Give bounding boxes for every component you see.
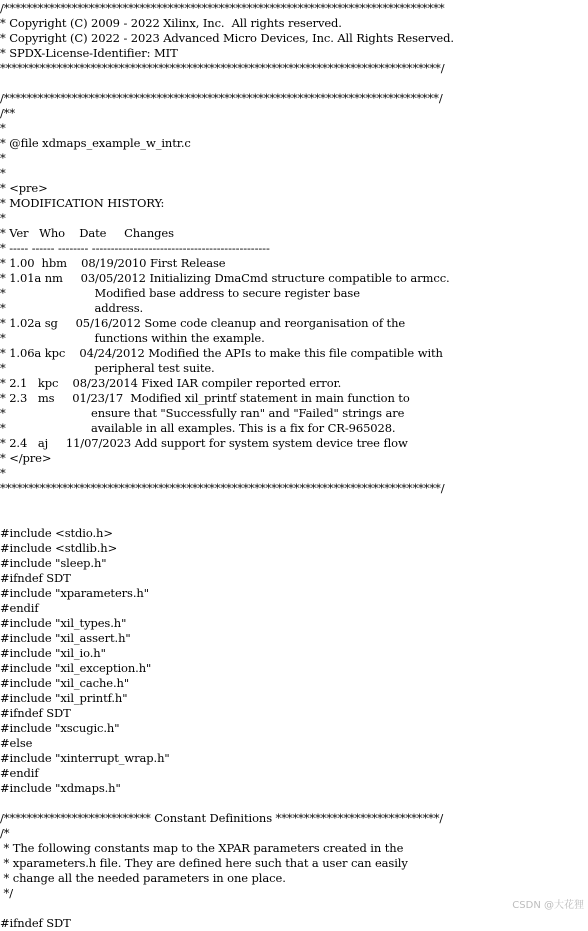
code-line: * available in all examples. This is a fix for CR-965028.: [0, 421, 396, 435]
code-line: * Modified base address to secure register base: [0, 286, 360, 300]
code-line: /******************************************************************************: [0, 1, 445, 15]
code-line: #include "xil_assert.h": [0, 631, 131, 645]
code-line: #include "xil_types.h": [0, 616, 127, 630]
code-line: /************************** Constant Definitions *****************************/: [0, 811, 444, 825]
code-line: *: [0, 121, 6, 135]
code-line: #endif: [0, 766, 39, 780]
code-line: [0, 796, 588, 811]
code-line: *: [0, 151, 6, 165]
code-line: * 2.4 aj 11/07/2023 Add support for system system device tree flow: [0, 436, 408, 450]
code-line: * ----- ------ -------- -----------------------------------------------: [0, 241, 270, 255]
code-line: #include "xinterrupt_wrap.h": [0, 751, 170, 765]
code-line: #else: [0, 736, 33, 750]
code-line: #include "sleep.h": [0, 556, 107, 570]
code-line: #include "xil_io.h": [0, 646, 106, 660]
code-line: * Copyright (C) 2022 - 2023 Advanced Micro Devices, Inc. All Rights Reserved.: [0, 31, 454, 45]
code-line: * SPDX-License-Identifier: MIT: [0, 46, 178, 60]
code-line: [0, 511, 588, 526]
code-line: * ensure that "Successfully ran" and "Failed" strings are: [0, 406, 405, 420]
code-line: * 1.02a sg 05/16/2012 Some code cleanup and reorganisation of the: [0, 316, 406, 330]
code-line: *: [0, 211, 6, 225]
code-line: #ifndef SDT: [0, 571, 71, 585]
code-line: #include <stdio.h>: [0, 526, 113, 540]
code-line: #ifndef SDT: [0, 916, 71, 930]
code-line: * address.: [0, 301, 144, 315]
code-line: * peripheral test suite.: [0, 361, 215, 375]
code-line: * @file xdmaps_example_w_intr.c: [0, 136, 191, 150]
code-line: #endif: [0, 601, 39, 615]
code-line: #include <stdlib.h>: [0, 541, 118, 555]
code-line: [0, 496, 588, 511]
code-line: #include "xscugic.h": [0, 721, 120, 735]
code-line: #include "xdmaps.h": [0, 781, 121, 795]
code-line: */: [0, 886, 13, 900]
code-line: #include "xil_cache.h": [0, 676, 130, 690]
watermark: CSDN @大花狸: [512, 900, 584, 911]
code-line: /*****************************************************************************/: [0, 91, 443, 105]
code-line: ******************************************************************************/: [0, 61, 445, 75]
code-line: * 2.1 kpc 08/23/2014 Fixed IAR compiler reported error.: [0, 376, 342, 390]
code-line: *: [0, 166, 6, 180]
code-line: * MODIFICATION HISTORY:: [0, 196, 165, 210]
code-line: /*: [0, 826, 10, 840]
code-line: ******************************************************************************/: [0, 481, 445, 495]
code-line: * functions within the example.: [0, 331, 265, 345]
code-line: #include "xparameters.h": [0, 586, 149, 600]
code-line: * 2.3 ms 01/23/17 Modified xil_printf statement in main function to: [0, 391, 410, 405]
code-line: * 1.00 hbm 08/19/2010 First Release: [0, 256, 226, 270]
code-line: * </pre>: [0, 451, 52, 465]
code-line: * xparameters.h file. They are defined here such that a user can easily: [0, 856, 408, 870]
source-code-document: [0, 1, 588, 931]
code-line: #include "xil_printf.h": [0, 691, 128, 705]
code-line: *: [0, 466, 6, 480]
code-line: * The following constants map to the XPAR parameters created in the: [0, 841, 404, 855]
code-line: #include "xil_exception.h": [0, 661, 152, 675]
code-line: [0, 901, 588, 916]
code-line: * Ver Who Date Changes: [0, 226, 174, 240]
code-line: * change all the needed parameters in one place.: [0, 871, 286, 885]
code-line: * <pre>: [0, 181, 48, 195]
code-line: #ifndef SDT: [0, 706, 71, 720]
code-line: [0, 76, 588, 91]
code-line: * Copyright (C) 2009 - 2022 Xilinx, Inc. All rights reserved.: [0, 16, 342, 30]
code-line: * 1.06a kpc 04/24/2012 Modified the APIs to make this file compatible with: [0, 346, 443, 360]
code-line: * 1.01a nm 03/05/2012 Initializing DmaCmd structure compatible to armcc.: [0, 271, 450, 285]
code-line: /**: [0, 106, 16, 120]
